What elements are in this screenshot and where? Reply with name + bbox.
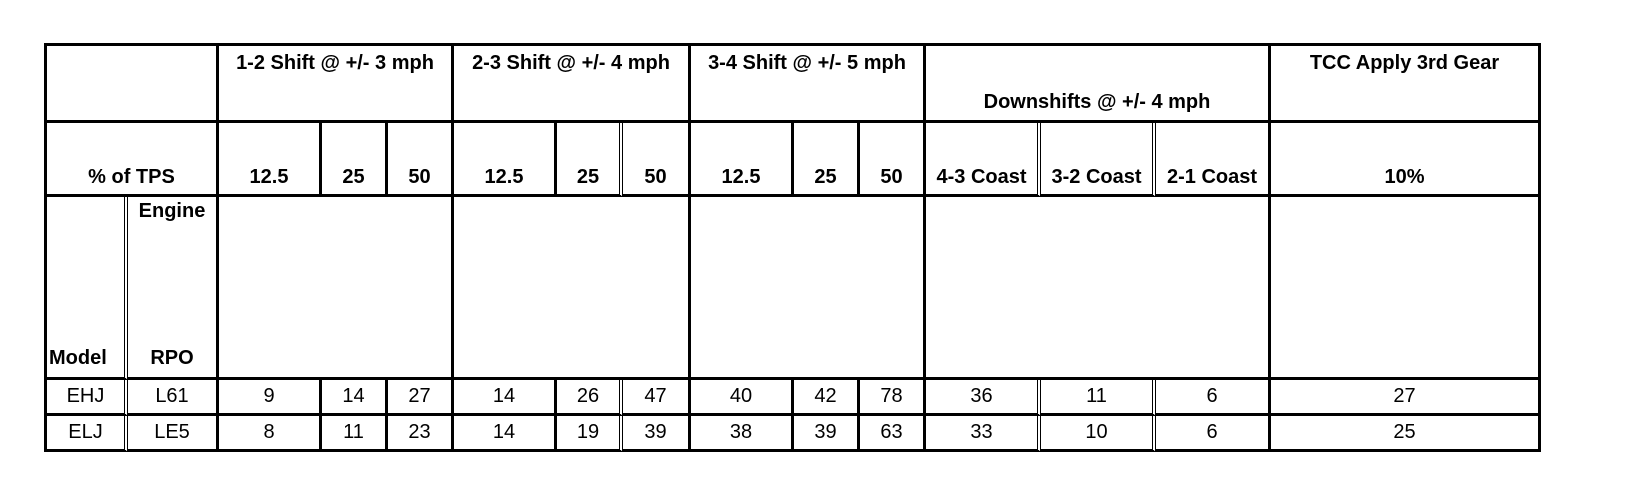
tps-header-row — [47, 123, 1541, 197]
tps-col-header: 25 — [557, 123, 623, 197]
tps-col-header: 25 — [322, 123, 388, 197]
value-cell: 10 — [1041, 416, 1156, 452]
shift-speed-table — [44, 43, 1541, 452]
value-cell: 6 — [1156, 380, 1271, 416]
value-cell: 78 — [860, 380, 926, 416]
value-cell: 14 — [322, 380, 388, 416]
model-label: Model — [47, 197, 128, 380]
tps-col-header: 50 — [860, 123, 926, 197]
blank-cell — [219, 197, 454, 380]
value-cell: 11 — [322, 416, 388, 452]
model-header-row — [47, 197, 1541, 380]
value-cell: 27 — [1271, 380, 1541, 416]
group-header-tcc-apply: TCC Apply 3rd Gear — [1271, 46, 1541, 123]
value-cell: 14 — [454, 380, 557, 416]
value-cell: 39 — [623, 416, 691, 452]
value-cell: 8 — [219, 416, 322, 452]
value-cell: 39 — [794, 416, 860, 452]
group-header-1-2-shift: 1-2 Shift @ +/- 3 mph — [219, 46, 454, 123]
model-cell: EHJ — [47, 380, 128, 416]
engine-rpo-header — [128, 197, 219, 380]
value-cell: 9 — [219, 380, 322, 416]
value-cell: 23 — [388, 416, 454, 452]
blank-cell — [454, 197, 691, 380]
value-cell: 14 — [454, 416, 557, 452]
tps-label: % of TPS — [47, 123, 219, 197]
tps-col-header: 25 — [794, 123, 860, 197]
group-header-3-4-shift: 3-4 Shift @ +/- 5 mph — [691, 46, 926, 123]
tps-col-header: 12.5 — [454, 123, 557, 197]
shift-table-container — [44, 43, 1541, 452]
value-cell: 26 — [557, 380, 623, 416]
blank-header-cell — [47, 46, 219, 123]
value-cell: 38 — [691, 416, 794, 452]
value-cell: 25 — [1271, 416, 1541, 452]
rpo-cell: L61 — [128, 380, 219, 416]
rpo-label: RPO — [150, 347, 194, 369]
tps-col-header: 12.5 — [691, 123, 794, 197]
table-row — [47, 416, 1541, 452]
rpo-cell: LE5 — [128, 416, 219, 452]
table-row — [47, 380, 1541, 416]
value-cell: 11 — [1041, 380, 1156, 416]
group-header-row — [47, 46, 1541, 123]
model-cell: ELJ — [47, 416, 128, 452]
value-cell: 63 — [860, 416, 926, 452]
blank-cell — [1271, 197, 1541, 380]
group-header-2-3-shift: 2-3 Shift @ +/- 4 mph — [454, 46, 691, 123]
value-cell: 47 — [623, 380, 691, 416]
tps-col-header: 50 — [388, 123, 454, 197]
group-header-downshifts: Downshifts @ +/- 4 mph — [926, 46, 1271, 123]
blank-cell — [926, 197, 1271, 380]
value-cell: 36 — [926, 380, 1041, 416]
tps-col-header: 3-2 Coast — [1041, 123, 1156, 197]
tps-col-header: 12.5 — [219, 123, 322, 197]
value-cell: 27 — [388, 380, 454, 416]
value-cell: 33 — [926, 416, 1041, 452]
value-cell: 6 — [1156, 416, 1271, 452]
tps-col-header: 4-3 Coast — [926, 123, 1041, 197]
value-cell: 40 — [691, 380, 794, 416]
value-cell: 42 — [794, 380, 860, 416]
tps-col-header: 50 — [623, 123, 691, 197]
blank-cell — [691, 197, 926, 380]
value-cell: 19 — [557, 416, 623, 452]
engine-label: Engine — [138, 200, 206, 222]
tps-col-header: 10% — [1271, 123, 1541, 197]
tps-col-header: 2-1 Coast — [1156, 123, 1271, 197]
